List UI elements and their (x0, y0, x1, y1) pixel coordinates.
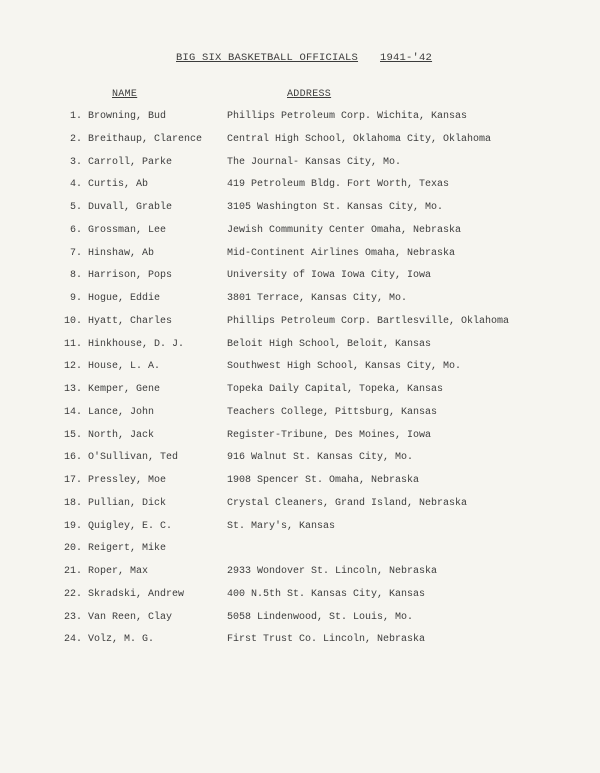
list-item (0, 293, 600, 316)
official-address: 1908 Spencer St. Omaha, Nebraska (227, 475, 420, 486)
item-number: 16. (63, 452, 82, 464)
item-number: 3. (69, 156, 82, 168)
official-name: Roper, Max (88, 566, 149, 577)
item-number: 21. (63, 566, 82, 577)
official-name: Hyatt, Charles (88, 315, 173, 327)
list-item (0, 202, 600, 225)
season-text: 1941-'42 (380, 52, 433, 64)
official-name: Volz, M. G. (88, 634, 155, 646)
address-column-header: ADDRESS (287, 89, 332, 100)
official-name: Quigley, E. C. (88, 520, 173, 532)
official-name: Grossman, Lee (88, 224, 167, 236)
document-title (176, 52, 432, 64)
item-number: 22. (63, 588, 82, 600)
official-name: Pressley, Moe (88, 475, 167, 486)
item-number: 19. (63, 520, 82, 532)
official-address: 3801 Terrace, Kansas City, Mo. (227, 293, 408, 304)
official-name: Carroll, Parke (88, 156, 173, 168)
list-item (0, 179, 600, 202)
list-item (0, 339, 600, 362)
official-name: Reigert, Mike (88, 543, 167, 555)
item-number: 12. (63, 361, 82, 373)
list-item (0, 316, 600, 339)
name-column-header: NAME (112, 89, 138, 100)
list-item (0, 566, 600, 589)
official-name: Pullian, Dick (88, 497, 167, 509)
list-item (0, 111, 600, 134)
list-item (0, 475, 600, 498)
list-item (0, 248, 600, 271)
item-number: 9. (69, 293, 82, 304)
list-item (0, 452, 600, 475)
list-item (0, 498, 600, 521)
list-item (0, 634, 600, 657)
official-address: 3105 Washington St. Kansas City, Mo. (227, 202, 444, 213)
official-name: Kemper, Gene (88, 384, 161, 395)
official-address: Crystal Cleaners, Grand Island, Nebraska (227, 497, 468, 509)
list-item (0, 521, 600, 544)
list-item (0, 430, 600, 453)
official-address: Jewish Community Center Omaha, Nebraska (227, 224, 462, 236)
official-name: House, L. A. (88, 361, 161, 373)
list-item (0, 134, 600, 157)
official-name: O'Sullivan, Ted (88, 452, 179, 464)
list-item (0, 384, 600, 407)
official-name: Van Reen, Clay (88, 611, 173, 623)
official-address: Beloit High School, Beloit, Kansas (227, 338, 432, 350)
list-item (0, 407, 600, 430)
official-name: Browning, Bud (88, 111, 167, 122)
item-number: 17. (63, 475, 82, 486)
official-address: First Trust Co. Lincoln, Nebraska (227, 634, 426, 646)
item-number: 20. (63, 543, 82, 555)
official-name: Breithaup, Clarence (88, 133, 203, 145)
item-number: 4. (69, 179, 82, 191)
list-item (0, 543, 600, 566)
item-number: 18. (63, 497, 82, 509)
official-address: 2933 Wondover St. Lincoln, Nebraska (227, 566, 438, 577)
official-address: Phillips Petroleum Corp. Wichita, Kansas (227, 111, 468, 122)
item-number: 14. (63, 406, 82, 418)
list-item (0, 612, 600, 635)
official-name: Hogue, Eddie (88, 293, 161, 304)
item-number: 7. (69, 247, 82, 259)
official-name: Harrison, Pops (88, 270, 173, 282)
official-address: Teachers College, Pittsburg, Kansas (227, 406, 438, 418)
official-name: Duvall, Grable (88, 202, 173, 213)
official-address: 5058 Lindenwood, St. Louis, Mo. (227, 611, 414, 623)
official-address: 419 Petroleum Bldg. Fort Worth, Texas (227, 179, 450, 191)
official-name: North, Jack (88, 429, 155, 441)
official-address: Register-Tribune, Des Moines, Iowa (227, 429, 432, 441)
item-number: 1. (69, 111, 82, 122)
item-number: 13. (63, 384, 82, 395)
officials-list (0, 111, 600, 657)
official-name: Curtis, Ab (88, 179, 149, 191)
official-address: The Journal- Kansas City, Mo. (227, 156, 402, 168)
item-number: 5. (69, 202, 82, 213)
official-address: 400 N.5th St. Kansas City, Kansas (227, 588, 426, 600)
list-item (0, 361, 600, 384)
item-number: 2. (69, 133, 82, 145)
list-item (0, 157, 600, 180)
item-number: 15. (63, 429, 82, 441)
official-name: Lance, John (88, 406, 155, 418)
item-number: 24. (63, 634, 82, 646)
list-item (0, 225, 600, 248)
list-item (0, 270, 600, 293)
official-name: Hinshaw, Ab (88, 247, 155, 259)
official-address: Topeka Daily Capital, Topeka, Kansas (227, 384, 444, 395)
official-address: Phillips Petroleum Corp. Bartlesville, Oklahoma (227, 315, 510, 327)
official-name: Skradski, Andrew (88, 588, 185, 600)
official-address: 916 Walnut St. Kansas City, Mo. (227, 452, 414, 464)
item-number: 8. (69, 270, 82, 282)
title-text: BIG SIX BASKETBALL OFFICIALS (176, 52, 359, 64)
item-number: 11. (63, 338, 82, 350)
official-address: University of Iowa Iowa City, Iowa (227, 270, 432, 282)
official-name: Hinkhouse, D. J. (88, 338, 185, 350)
official-address: Southwest High School, Kansas City, Mo. (227, 361, 462, 373)
official-address: Central High School, Oklahoma City, Oklahoma (227, 133, 492, 145)
list-item (0, 589, 600, 612)
item-number: 6. (69, 224, 82, 236)
official-address: Mid-Continent Airlines Omaha, Nebraska (227, 247, 456, 259)
official-address: St. Mary's, Kansas (227, 520, 336, 532)
item-number: 10. (63, 315, 82, 327)
item-number: 23. (63, 611, 82, 623)
